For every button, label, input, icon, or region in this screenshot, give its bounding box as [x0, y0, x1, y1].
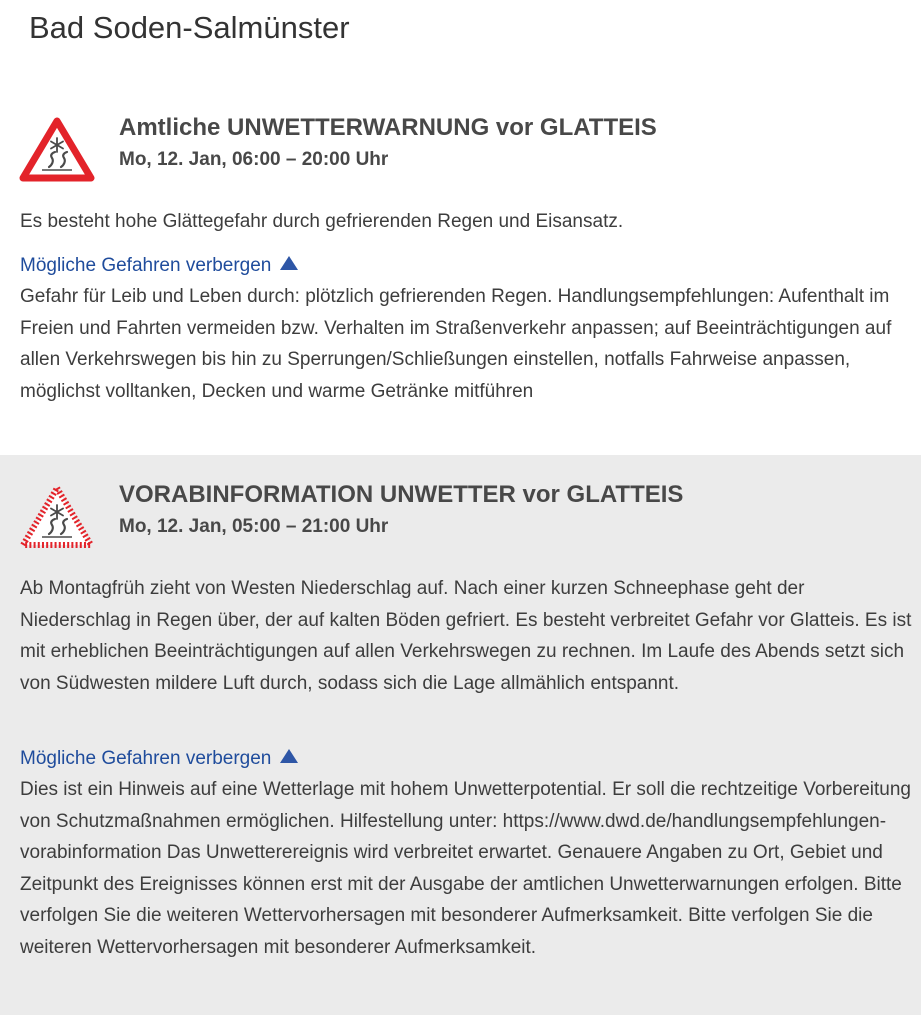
- hide-dangers-toggle[interactable]: [20, 254, 298, 278]
- glatteis-vorabinfo-icon: [18, 482, 96, 552]
- warning-period: Mo, 12. Jan, 06:00 – 20:00 Uhr: [119, 149, 389, 170]
- glatteis-warning-icon: [18, 115, 96, 185]
- warning-period: Mo, 12. Jan, 05:00 – 21:00 Uhr: [119, 516, 389, 537]
- hide-dangers-label: Mögliche Gefahren verbergen: [20, 255, 272, 276]
- warning-description: Ab Montagfrüh zieht von Westen Niederschlag auf. Nach einer kurzen Schneephase geht der Niederschlag in Regen über, der auf kalten Böden gefriert. Es besteht verbreitet Gefahr vor Glatteis. Es ist mit erheblichen Beeinträchtigungen auf allen Verkehrswegen zu rechnen. Im Laufe des Abends setzt sich von Südwesten mildere Luft durch, sodass sich die Lage allmählich entspannt.: [20, 578, 912, 694]
- warning-card-vorabinformation: [0, 455, 921, 1015]
- warning-description: Es besteht hohe Glättegefahr durch gefrierenden Regen und Eisansatz.: [20, 211, 624, 232]
- triangle-up-icon: [280, 256, 298, 270]
- dangers-text: Gefahr für Leib und Leben durch: plötzlich gefrierenden Regen. Handlungsempfehlungen: Aufenthalt im Freien und Fahrten vermeiden bzw. Verhalten im Straßenverkehr anpassen; auf Beeinträchtigungen auf allen Verkehrswegen bis hin zu Sperrungen/Schließungen einstellen, notfalls Fahrweise anpassen, möglichst volltanken, Decken und warme Getränke mitführen: [20, 286, 892, 402]
- warning-card-unwetterwarnung: [0, 100, 921, 455]
- dangers-text: Dies ist ein Hinweis auf eine Wetterlage mit hohem Unwetterpotential. Er soll die rechtzeitige Vorbereitung von Schutzmaßnahmen ermöglichen. Hilfestellung unter: https://www.dwd.de/handlungsempfehlungen-vorabinformation Das Unwetterereignis wird verbreitet erwartet. Genauere Angaben zu Ort, Gebiet und Zeitpunkt des Ereignisses können erst mit der Ausgabe der amtlichen Unwetterwarnungen erfolgen. Bitte verfolgen Sie die weiteren Wettervorhersagen mit besonderer Aufmerksamkeit. Bitte verfolgen Sie die weiteren Wettervorhersagen mit besonderer Aufmerksamkeit.: [20, 779, 911, 958]
- page-title: Bad Soden-Salmünster: [29, 10, 350, 45]
- triangle-up-icon: [280, 749, 298, 763]
- warning-headline: Amtliche UNWETTERWARNUNG vor GLATTEIS: [119, 114, 657, 141]
- hide-dangers-label: Mögliche Gefahren verbergen: [20, 748, 272, 769]
- warning-headline: VORABINFORMATION UNWETTER vor GLATTEIS: [119, 481, 684, 508]
- hide-dangers-toggle[interactable]: [20, 747, 298, 771]
